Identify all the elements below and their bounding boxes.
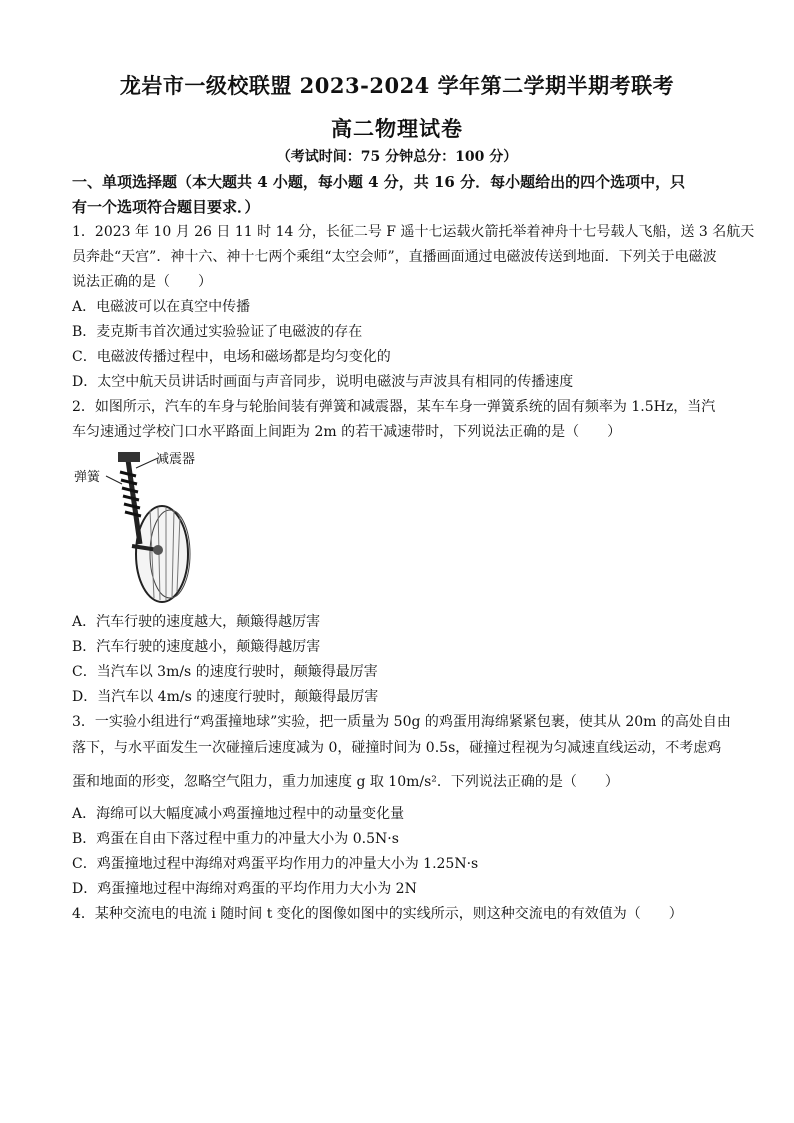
q2-option-d: D．当汽车以 4m/s 的速度行驶时，颠簸得最厉害 — [72, 689, 379, 705]
q3-stem-line3: 蛋和地面的形变，忽略空气阻力，重力加速度 g 取 10m/s²．下列说法正确的是（ ） — [72, 774, 619, 790]
q3-option-b: B．鸡蛋在自由下落过程中重力的冲量大小为 0.5N·s — [72, 831, 399, 847]
exam-info: （考试时间：75 分钟总分：100 分） — [276, 149, 518, 165]
q3-option-d: D．鸡蛋撞地过程中海绵对鸡蛋的平均作用力大小为 2N — [72, 881, 417, 897]
q1-stem-line3: 说法正确的是（ ） — [72, 274, 212, 290]
q2-option-a: A．汽车行驶的速度越大，颠簸得越厉害 — [72, 614, 321, 630]
section-heading-line2: 有一个选项符合题目要求．） — [72, 198, 260, 216]
q1-option-a: A．电磁波可以在真空中传播 — [72, 299, 251, 315]
q1-option-c: C．电磁波传播过程中，电场和磁场都是均匀变化的 — [72, 349, 391, 365]
exam-title: 龙岩市一级校联盟 2023-2024 学年第二学期半期考联考 — [119, 73, 675, 98]
q3-stem-line1: 3．一实验小组进行“鸡蛋撞地球”实验，把一质量为 50g 的鸡蛋用海绵紧紧包裹，使其从 20m 的高处自由 — [72, 714, 731, 730]
q3-option-a: A．海绵可以大幅度减小鸡蛋撞地过程中的动量变化量 — [72, 806, 405, 822]
damper-label: 减震器 — [156, 452, 196, 467]
q4-stem-line1: 4．某种交流电的电流 i 随时间 t 变化的图像如图中的实线所示，则这种交流电的有效值为（ ） — [72, 906, 683, 922]
spring-label: 弹簧 — [74, 470, 101, 485]
q1-stem-line2: 员奔赴“天宫”．神十六、神十七两个乘组“太空会师”，直播画面通过电磁波传送到地面．下列关于电磁波 — [72, 249, 717, 265]
q1-stem-line1: 1．2023 年 10 月 26 日 11 时 14 分，长征二号 F 遥十七运载火箭托举着神舟十七号载人飞船，送 3 名航天 — [72, 224, 755, 240]
q2-option-c: C．当汽车以 3m/s 的速度行驶时，颠簸得最厉害 — [72, 664, 378, 680]
section-heading-line1: 一、单项选择题（本大题共 4 小题，每小题 4 分，共 16 分．每小题给出的四个选项中，只 — [72, 173, 686, 191]
q2-stem-line2: 车匀速通过学校门口水平路面上间距为 2m 的若干减速带时，下列说法正确的是（ ） — [72, 424, 622, 440]
q1-option-b: B．麦克斯韦首次通过实验验证了电磁波的存在 — [72, 324, 363, 340]
suspension-figure — [70, 446, 220, 604]
q2-option-b: B．汽车行驶的速度越小，颠簸得越厉害 — [72, 639, 321, 655]
q1-option-d: D．太空中航天员讲话时画面与声音同步，说明电磁波与声波具有相同的传播速度 — [72, 374, 574, 390]
exam-subtitle: 高二物理试卷 — [331, 116, 463, 141]
q3-option-c: C．鸡蛋撞地过程中海绵对鸡蛋平均作用力的冲量大小为 1.25N·s — [72, 856, 479, 872]
q3-stem-line2: 落下，与水平面发生一次碰撞后速度减为 0，碰撞时间为 0.5s，碰撞过程视为匀减速直线运动，不考虑鸡 — [72, 740, 722, 756]
q2-stem-line1: 2．如图所示，汽车的车身与轮胎间装有弹簧和减震器，某车车身一弹簧系统的固有频率为 1.5Hz，当汽 — [72, 399, 716, 415]
